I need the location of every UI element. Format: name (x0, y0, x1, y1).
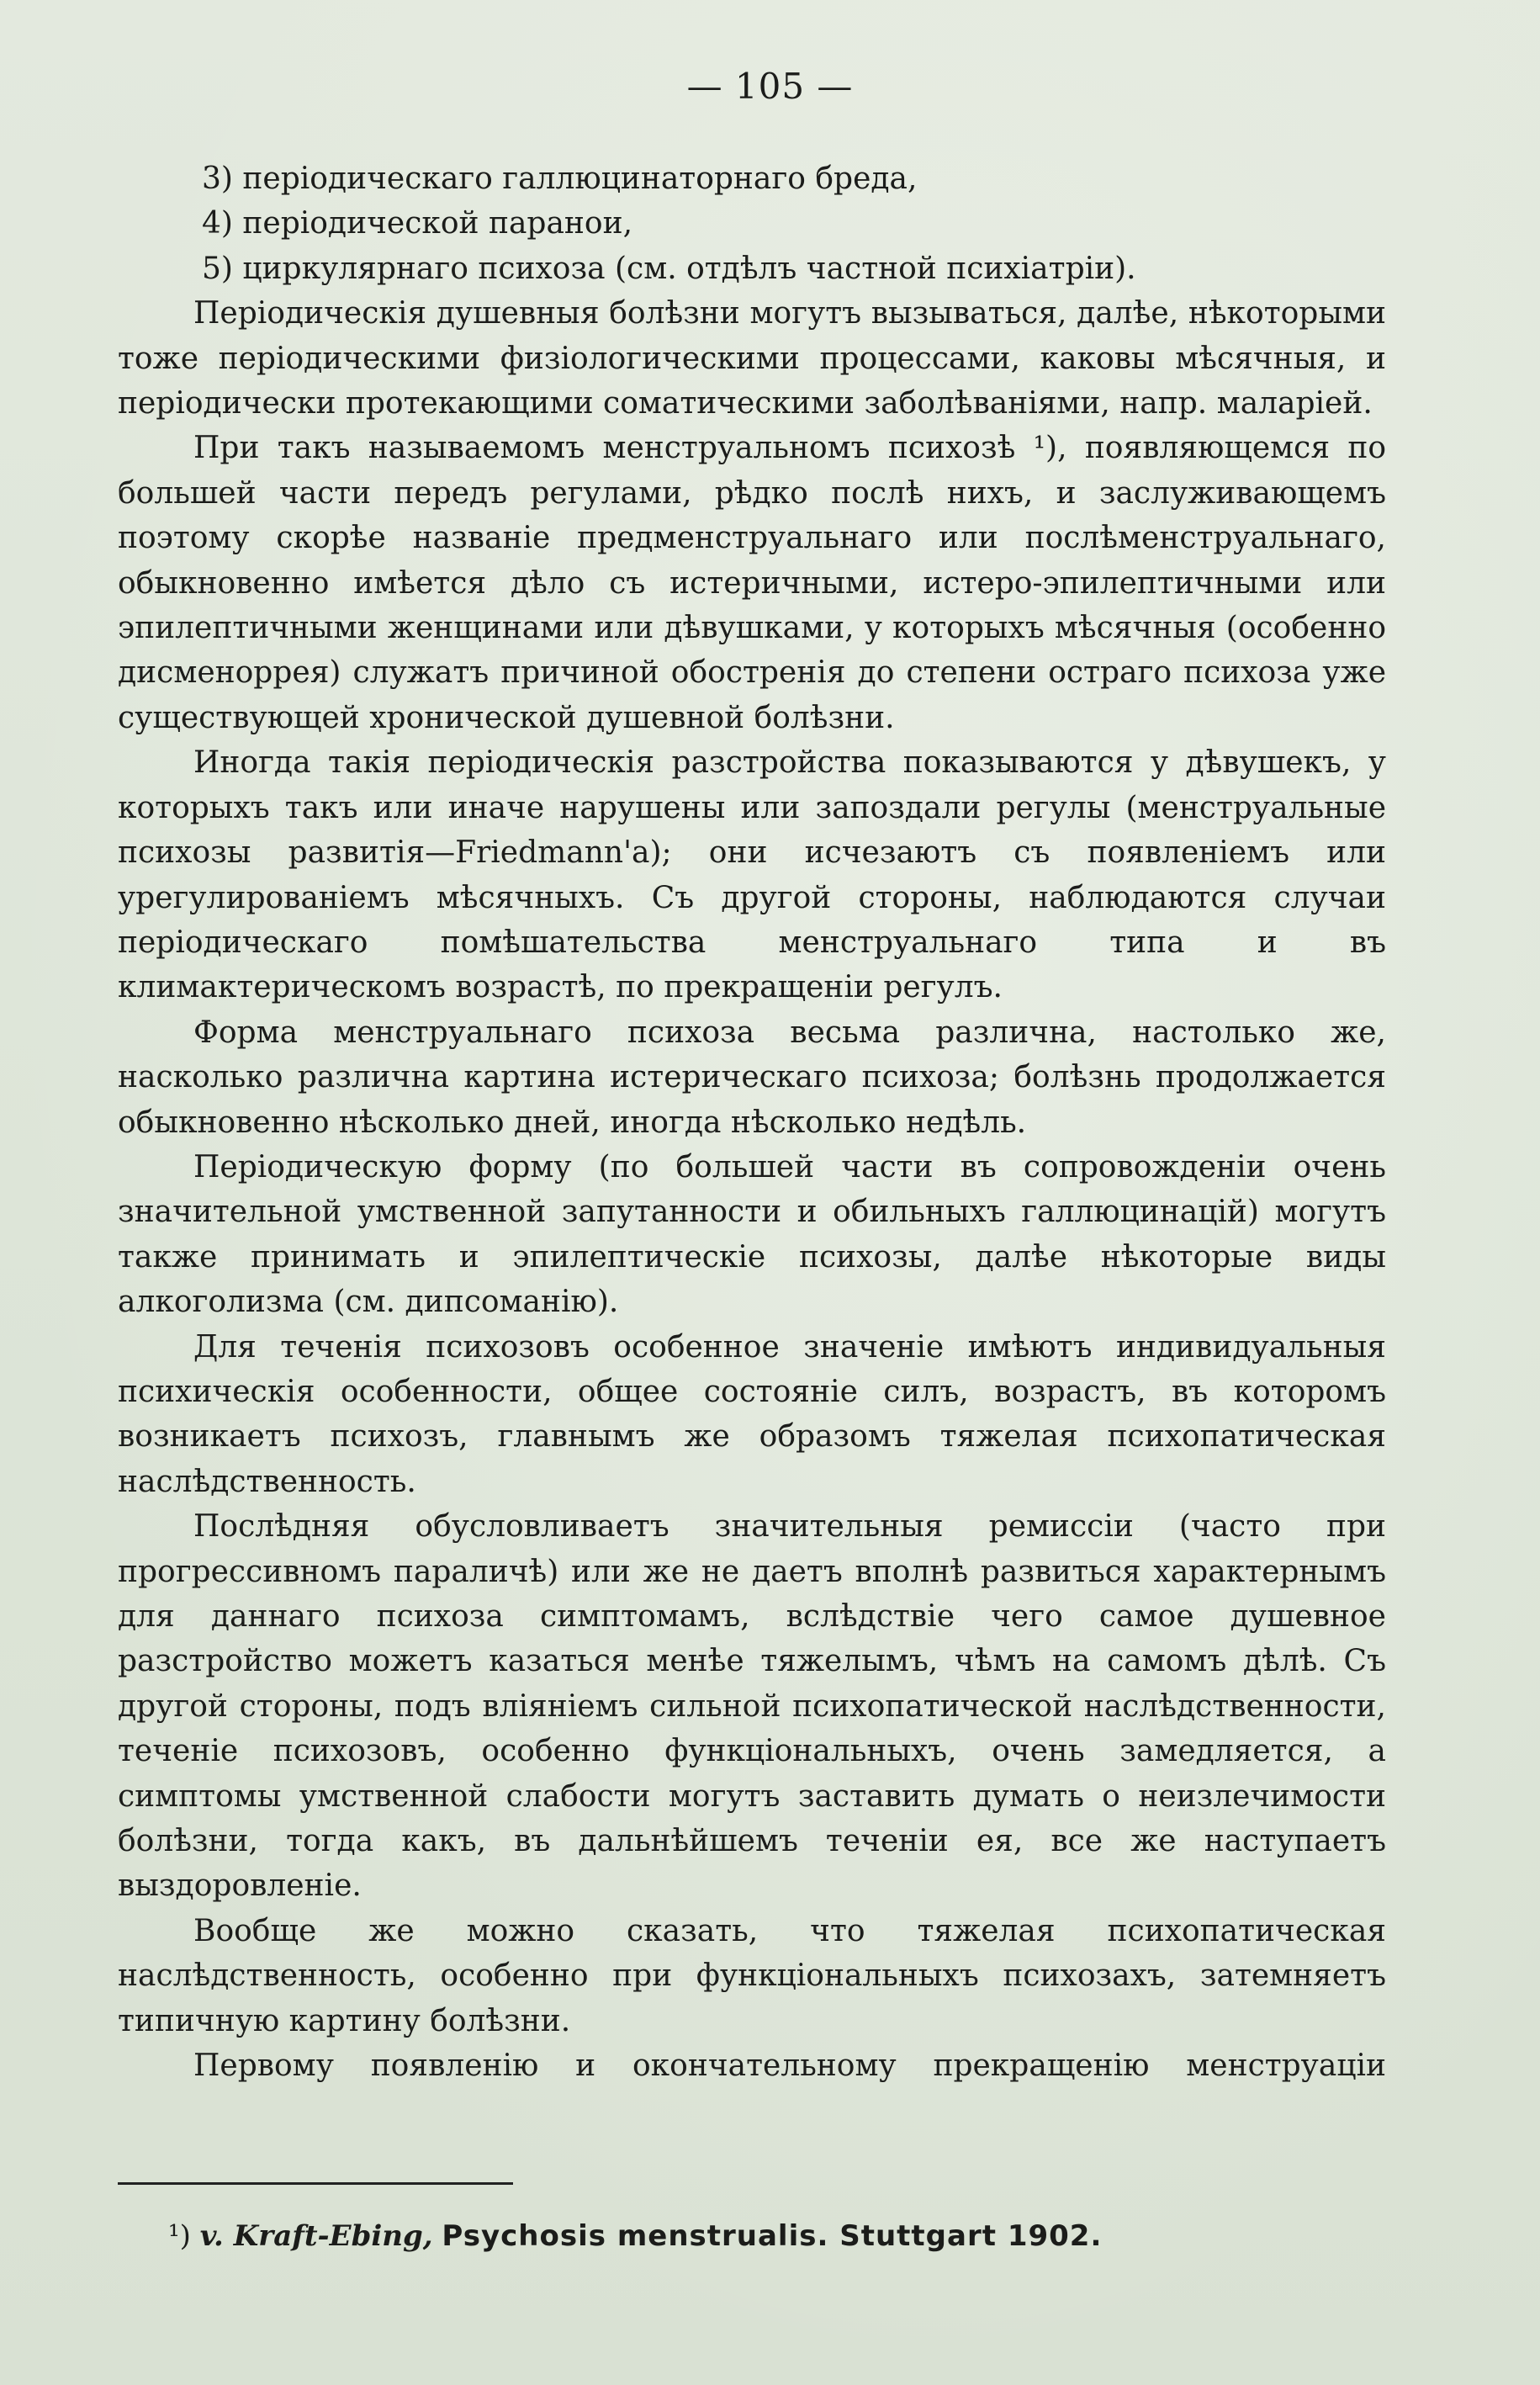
paragraph: Вообще же можно сказать, что тяжелая психопатическая наслѣдственность, особенно при функціональныхъ психозахъ, затемняетъ типичную картину болѣзни. (118, 1913, 1386, 2038)
paragraph: При такъ называемомъ менструальномъ психозѣ ¹), появляющемся по большей части передъ регулами, рѣдко послѣ нихъ, и заслуживающемъ поэтому скорѣе названіе предменструальнаго или послѣменструальнаго, обыкновенно имѣется дѣло съ истеричными, истеро-эпилептичными или эпилептичными женщинами или дѣвушками, у которыхъ мѣсячныя (особенно дисменоррея) служатъ причиной обостренія до степени остраго психоза уже существующей хронической душевной болѣзни. (118, 431, 1386, 735)
footnote-title: Psychosis menstrualis. Stuttgart 1902. (442, 2219, 1103, 2253)
list-item: 3) періодическаго галлюцинаторнаго бреда, (202, 162, 918, 196)
list-item: 5) циркулярнаго психоза (см. отдѣлъ частной психіатріи). (202, 251, 1136, 286)
main-text (118, 156, 1386, 2088)
footnote-author: v. Kraft-Ebing, (199, 2219, 433, 2253)
paragraph: Для теченія психозовъ особенное значеніе имѣютъ индивидуальныя психическія особенности, общее состояніе силъ, возрастъ, въ которомъ возникаетъ психозъ, главнымъ же образомъ тяжелая психопатическая наслѣдственность. (118, 1329, 1386, 1499)
footnote-divider (118, 2182, 513, 2185)
paragraph: Форма менструальнаго психоза весьма различна, настолько же, насколько различна картина истерическаго психоза; болѣзнь продолжается обыкновенно нѣсколько дней, иногда нѣсколько недѣль. (118, 1015, 1386, 1140)
paragraph: Періодическія душевныя болѣзни могутъ вызываться, далѣе, нѣкоторыми тоже періодическими физіологическими процессами, каковы мѣсячныя, и періодически протекающими соматическими заболѣваніями, напр. маларіей. (118, 296, 1386, 421)
paragraph: Иногда такія періодическія разстройства показываются у дѣвушекъ, у которыхъ такъ или иначе нарушены или запоздали регулы (менструальные психозы развитія—Friedmann'а); они исчезаютъ съ появленіемъ или урегулированіемъ мѣсячныхъ. Съ другой стороны, наблюдаются случаи періодическаго помѣшательства менструальнаго типа и въ климактерическомъ возрастѣ, по прекращеніи регулъ. (118, 745, 1386, 1005)
paragraph: Послѣдняя обусловливаетъ значительныя ремиссіи (часто при прогрессивномъ параличѣ) или же не даетъ вполнѣ развиться характернымъ для даннаго психоза симптомамъ, вслѣдствіе чего самое душевное разстройство можетъ казаться менѣе тяжелымъ, чѣмъ на самомъ дѣлѣ. Съ другой стороны, подъ вліяніемъ сильной психопатической наслѣдственности, теченіе психозовъ, особенно функціональныхъ, очень замедляется, а симптомы умственной слабости могутъ заставить думать о неизлечимости болѣзни, тогда какъ, въ дальнѣйшемъ теченіи ея, все же наступаетъ выздоровленіе. (118, 1509, 1386, 1904)
footnote (168, 2218, 1102, 2255)
footnote-marker: ¹) (168, 2219, 191, 2253)
paragraph-last: Первому появленію и окончательному прекращенію менструаціи (193, 2048, 1386, 2084)
paragraph: Періодическую форму (по большей части въ сопровожденіи очень значительной умственной запутанности и обильныхъ галлюцинацій) могутъ также принимать и эпилептическіе психозы, далѣе нѣкоторые виды алкоголизма (см. дипсоманію). (118, 1149, 1386, 1320)
page-number: — 105 — (686, 66, 854, 107)
list-item: 4) періодической паранои, (202, 206, 633, 241)
